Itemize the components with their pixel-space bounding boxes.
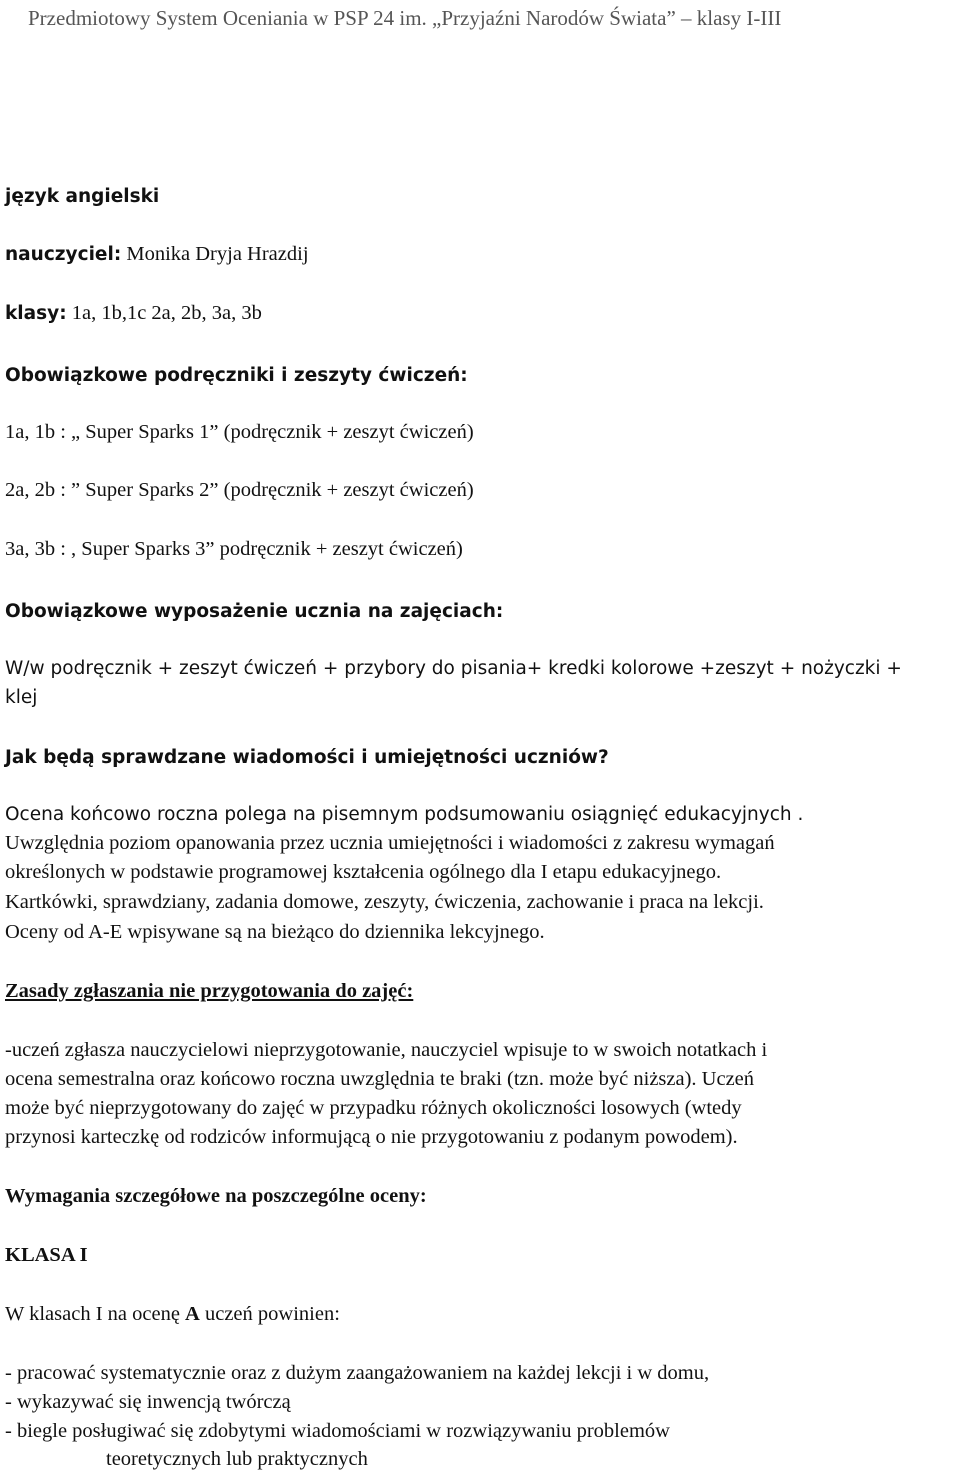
textbook-item: 2a, 2b : ” Super Sparks 2” (podręcznik + zeszyt ćwiczeń) [5,479,474,501]
requirement-item: - pracować systematycznie oraz z dużym zaangażowaniem na każdej lekcji i w domu, [5,1362,710,1384]
classes-value: 1a, 1b,1c 2a, 2b, 3a, 3b [66,302,262,324]
page-header: Przedmiotowy System Oceniania w PSP 24 im. „Przyjaźni Narodów Świata” – klasy I-III [28,6,782,30]
assessment-line: Uwzględnia poziom opanowania przez ucznia umiejętności i wiadomości z zakresu wymagań [5,832,775,854]
teacher-name: Monika Dryja Hrazdij [121,243,309,265]
grade-intro-before: W klasach I na ocenę [5,1303,186,1325]
equipment-text: W/w podręcznik + zeszyt ćwiczeń + przybory do pisania+ kredki kolorowe +zeszyt + nożyczki + klej [5,658,902,708]
assessment-line: Kartkówki, sprawdziany, zadania domowe, zeszyty, ćwiczenia, zachowanie i praca na lekcji. [5,891,764,913]
classes-label: klasy: [5,303,67,324]
assessment-line: Oceny od A-E wpisywane są na bieżąco do dziennika lekcyjnego. [5,921,545,943]
assessment-line: Ocena końcowo roczna polega na pisemnym podsumowaniu osiągnięć edukacyjnych . [5,804,804,825]
equipment-heading: Obowiązkowe wyposażenie ucznia na zajęciach: [5,601,504,622]
requirements-heading: Wymagania szczegółowe na poszczególne oceny: [5,1185,427,1207]
requirement-item: - biegle posługiwać się zdobytymi wiadomościami w rozwiązywaniu problemów [5,1420,670,1442]
class-heading: KLASA I [5,1244,88,1266]
requirement-item-continuation: teoretycznych lub praktycznych [106,1448,368,1470]
requirement-item: - wykazywać się inwencją twórczą [5,1391,291,1413]
textbook-item: 1a, 1b : „ Super Sparks 1” (podręcznik + zeszyt ćwiczeń) [5,421,474,443]
teacher-line [5,240,957,269]
unprepared-line: może być nieprzygotowany do zajęć w przypadku różnych okoliczności losowych (wtedy [5,1097,742,1119]
textbooks-heading: Obowiązkowe podręczniki i zeszyty ćwiczeń: [5,365,468,386]
teacher-label: nauczyciel: [5,244,122,265]
textbook-item: 3a, 3b : , Super Sparks 3” podręcznik + zeszyt ćwiczeń) [5,538,463,560]
unprepared-heading: Zasady zgłaszania nie przygotowania do zajęć: [5,980,414,1002]
unprepared-line: przynosi karteczkę od rodziców informującą o nie przygotowaniu z podanym powodem). [5,1126,738,1148]
assessment-line: określonych w podstawie programowej kształcenia ogólnego dla I etapu edukacyjnego. [5,861,722,883]
grade-letter: A [185,1303,200,1325]
grade-intro [5,1300,957,1329]
assessment-heading: Jak będą sprawdzane wiadomości i umiejętności uczniów? [5,747,609,768]
classes-line [5,299,957,328]
unprepared-line: -uczeń zgłasza nauczycielowi nieprzygotowanie, nauczyciel wpisuje to w swoich notatkach i [5,1039,768,1061]
grade-intro-after: uczeń powinien: [199,1303,340,1325]
unprepared-line: ocena semestralna oraz końcowo roczna uwzględnia te braki (tzn. może być niższa). Uczeń [5,1068,755,1090]
subject-title: język angielski [5,186,160,207]
